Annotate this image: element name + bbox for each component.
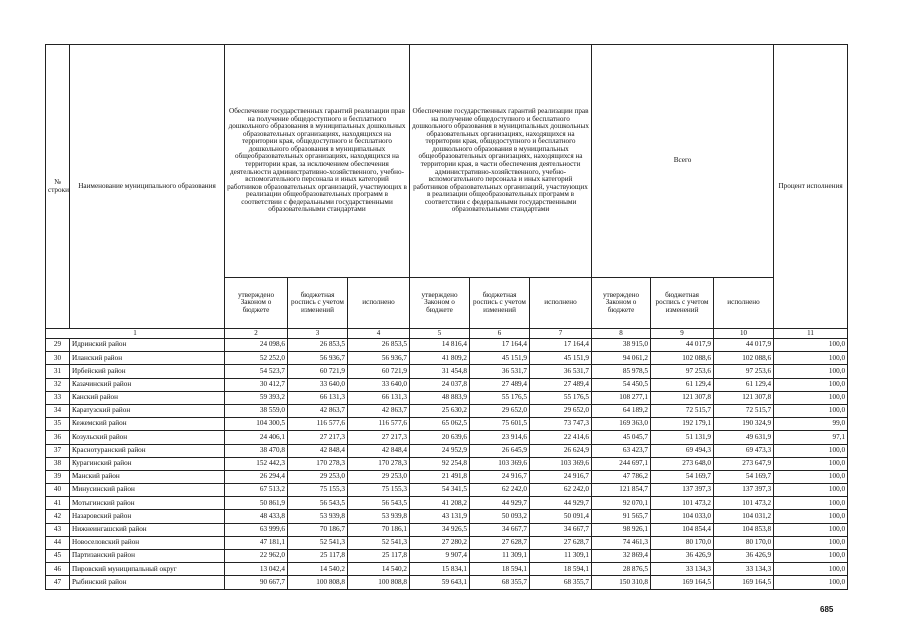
table-row (46, 404, 848, 417)
municipality-name-cell: Казачинский район (70, 378, 225, 391)
approved-value-cell: 48 433,8 (225, 510, 288, 523)
municipality-name-cell: Канский район (70, 391, 225, 404)
total-approved-cell: 64 189,2 (592, 404, 651, 417)
budget-list-value-cell: 33 640,0 (288, 378, 348, 391)
executed-value-cell: 22 414,6 (530, 431, 592, 444)
row-number-cell: 36 (46, 431, 70, 444)
total-executed-cell: 104 031,2 (714, 510, 774, 523)
percent-cell: 100,0 (774, 352, 848, 365)
approved-value-cell: 47 181,1 (225, 536, 288, 549)
header-group-support-staff: Обеспечение государственных гарантий реализации прав на получение общедоступного и бесплатного дошкольного образования в муниципальных дошкольных образовательных организациях, находящихся на территории края, общедоступного и бесплатного дошкольного образования в муниципальных общеобразовательных организациях, находящихся на территории края, в части обеспечения деятельности административно-хозяйственного, учебно-вспомогательного персонала и иных категорий работников образовательных организаций, участвующих в реализации общеобразовательных программ в соответствии с федеральными государственными образовательными стандартами (410, 45, 592, 278)
total-executed-cell: 102 088,6 (714, 352, 774, 365)
total-budget-list-cell: 104 854,4 (651, 523, 714, 536)
approved-value-cell: 34 926,5 (410, 523, 470, 536)
table-row (46, 523, 848, 536)
table-row (46, 418, 848, 431)
table-row (46, 378, 848, 391)
table-row (46, 391, 848, 404)
budget-list-value-cell: 14 540,2 (288, 563, 348, 576)
row-number-cell: 31 (46, 365, 70, 378)
approved-value-cell: 59 393,2 (225, 391, 288, 404)
row-number-cell: 41 (46, 497, 70, 510)
column-number-cell: 2 (225, 329, 288, 339)
row-number-cell: 47 (46, 576, 70, 589)
column-number-cell: 9 (651, 329, 714, 339)
percent-cell: 100,0 (774, 470, 848, 483)
header-budget-list: бюджетная роспись с учетом изменений (288, 278, 348, 329)
table-row (46, 497, 848, 510)
row-number-cell: 38 (46, 457, 70, 470)
total-budget-list-cell: 72 515,7 (651, 404, 714, 417)
executed-value-cell: 60 721,9 (348, 365, 410, 378)
budget-list-value-cell: 56 936,7 (288, 352, 348, 365)
total-budget-list-cell: 51 131,9 (651, 431, 714, 444)
budget-list-value-cell: 27 628,7 (470, 536, 530, 549)
approved-value-cell: 41 208,2 (410, 497, 470, 510)
row-number-cell: 37 (46, 444, 70, 457)
executed-value-cell: 27 217,3 (348, 431, 410, 444)
table-row (46, 563, 848, 576)
approved-value-cell: 25 630,2 (410, 404, 470, 417)
table-row (46, 470, 848, 483)
total-executed-cell: 69 473,3 (714, 444, 774, 457)
approved-value-cell: 52 252,0 (225, 352, 288, 365)
total-budget-list-cell: 273 648,0 (651, 457, 714, 470)
executed-value-cell: 17 164,4 (530, 339, 592, 352)
total-executed-cell: 97 253,6 (714, 365, 774, 378)
budget-list-value-cell: 50 093,2 (470, 510, 530, 523)
total-approved-cell: 92 070,1 (592, 497, 651, 510)
approved-value-cell: 48 883,9 (410, 391, 470, 404)
total-budget-list-cell: 192 179,1 (651, 418, 714, 431)
approved-value-cell: 15 834,1 (410, 563, 470, 576)
total-executed-cell: 33 134,3 (714, 563, 774, 576)
executed-value-cell: 62 242,0 (530, 484, 592, 497)
total-executed-cell: 137 397,3 (714, 484, 774, 497)
row-number-cell: 33 (46, 391, 70, 404)
municipality-name-cell: Козульский район (70, 431, 225, 444)
total-budget-list-cell: 121 307,8 (651, 391, 714, 404)
total-executed-cell: 80 170,0 (714, 536, 774, 549)
table-row (46, 484, 848, 497)
municipality-name-cell: Каратузский район (70, 404, 225, 417)
budget-list-value-cell: 42 848,4 (288, 444, 348, 457)
total-executed-cell: 61 129,4 (714, 378, 774, 391)
approved-value-cell: 27 280,2 (410, 536, 470, 549)
approved-value-cell: 65 062,5 (410, 418, 470, 431)
executed-value-cell: 73 747,3 (530, 418, 592, 431)
municipality-name-cell: Курагинский район (70, 457, 225, 470)
total-executed-cell: 104 853,8 (714, 523, 774, 536)
municipality-name-cell: Назаровский район (70, 510, 225, 523)
percent-cell: 100,0 (774, 404, 848, 417)
municipality-name-cell: Новоселовский район (70, 536, 225, 549)
executed-value-cell: 55 176,5 (530, 391, 592, 404)
total-approved-cell: 244 697,1 (592, 457, 651, 470)
budget-list-value-cell: 24 916,7 (470, 470, 530, 483)
table-body (46, 339, 848, 590)
approved-value-cell: 22 962,0 (225, 550, 288, 563)
executed-value-cell: 34 667,7 (530, 523, 592, 536)
total-executed-cell: 101 473,2 (714, 497, 774, 510)
total-executed-cell: 121 307,8 (714, 391, 774, 404)
approved-value-cell: 41 809,2 (410, 352, 470, 365)
row-number-cell: 39 (46, 470, 70, 483)
executed-value-cell: 36 531,7 (530, 365, 592, 378)
municipality-name-cell: Иланский район (70, 352, 225, 365)
approved-value-cell: 14 816,4 (410, 339, 470, 352)
budget-list-value-cell: 53 939,8 (288, 510, 348, 523)
column-number-cell: 1 (46, 329, 225, 339)
budget-list-value-cell: 62 242,0 (470, 484, 530, 497)
page-number: 685 (820, 605, 834, 614)
approved-value-cell: 50 861,9 (225, 497, 288, 510)
total-executed-cell: 72 515,7 (714, 404, 774, 417)
approved-value-cell: 24 037,8 (410, 378, 470, 391)
column-number-cell: 7 (530, 329, 592, 339)
executed-value-cell: 56 936,7 (348, 352, 410, 365)
row-number-cell: 42 (46, 510, 70, 523)
approved-value-cell: 13 042,4 (225, 563, 288, 576)
percent-cell: 100,0 (774, 365, 848, 378)
executed-value-cell: 68 355,7 (530, 576, 592, 589)
executed-value-cell: 75 155,3 (348, 484, 410, 497)
municipality-name-cell: Нижнеингашский район (70, 523, 225, 536)
header-row-number: № строки (46, 45, 70, 329)
total-budget-list-cell: 137 397,3 (651, 484, 714, 497)
total-executed-cell: 44 017,9 (714, 339, 774, 352)
budget-list-value-cell: 18 594,1 (470, 563, 530, 576)
column-number-cell: 8 (592, 329, 651, 339)
budget-list-value-cell: 70 186,7 (288, 523, 348, 536)
executed-value-cell: 25 117,8 (348, 550, 410, 563)
total-budget-list-cell: 36 426,9 (651, 550, 714, 563)
budget-list-value-cell: 23 914,6 (470, 431, 530, 444)
total-approved-cell: 32 869,4 (592, 550, 651, 563)
executed-value-cell: 33 640,0 (348, 378, 410, 391)
row-number-cell: 43 (46, 523, 70, 536)
row-number-cell: 45 (46, 550, 70, 563)
budget-list-value-cell: 44 929,7 (470, 497, 530, 510)
executed-value-cell: 14 540,2 (348, 563, 410, 576)
budget-list-value-cell: 100 808,8 (288, 576, 348, 589)
approved-value-cell: 9 907,4 (410, 550, 470, 563)
executed-value-cell: 29 253,0 (348, 470, 410, 483)
executed-value-cell: 56 543,5 (348, 497, 410, 510)
column-number-cell: 4 (348, 329, 410, 339)
executed-value-cell: 116 577,6 (348, 418, 410, 431)
total-executed-cell: 169 164,5 (714, 576, 774, 589)
total-budget-list-cell: 61 129,4 (651, 378, 714, 391)
municipality-name-cell: Мотыгинский район (70, 497, 225, 510)
percent-cell: 100,0 (774, 523, 848, 536)
percent-cell: 100,0 (774, 391, 848, 404)
total-approved-cell: 94 061,2 (592, 352, 651, 365)
budget-list-value-cell: 27 489,4 (470, 378, 530, 391)
municipality-name-cell: Пировский муниципальный округ (70, 563, 225, 576)
row-number-cell: 34 (46, 404, 70, 417)
table-row (46, 457, 848, 470)
total-executed-cell: 54 169,7 (714, 470, 774, 483)
budget-list-value-cell: 26 853,5 (288, 339, 348, 352)
total-budget-list-cell: 169 164,5 (651, 576, 714, 589)
executed-value-cell: 26 853,5 (348, 339, 410, 352)
row-number-cell: 40 (46, 484, 70, 497)
table-row (46, 365, 848, 378)
total-approved-cell: 150 310,8 (592, 576, 651, 589)
percent-cell: 100,0 (774, 510, 848, 523)
budget-list-value-cell: 45 151,9 (470, 352, 530, 365)
municipality-name-cell: Партизанский район (70, 550, 225, 563)
municipality-name-cell: Кежемский район (70, 418, 225, 431)
budget-list-value-cell: 55 176,5 (470, 391, 530, 404)
percent-cell: 100,0 (774, 444, 848, 457)
budget-list-value-cell: 60 721,9 (288, 365, 348, 378)
approved-value-cell: 92 254,8 (410, 457, 470, 470)
executed-value-cell: 26 624,9 (530, 444, 592, 457)
executed-value-cell: 100 808,8 (348, 576, 410, 589)
column-number-cell: 11 (774, 329, 848, 339)
percent-cell: 100,0 (774, 484, 848, 497)
budget-list-value-cell: 116 577,6 (288, 418, 348, 431)
approved-value-cell: 54 341,5 (410, 484, 470, 497)
approved-value-cell: 31 454,8 (410, 365, 470, 378)
total-budget-list-cell: 69 494,3 (651, 444, 714, 457)
executed-value-cell: 42 863,7 (348, 404, 410, 417)
table-row (46, 444, 848, 457)
municipality-name-cell: Краснотуранский район (70, 444, 225, 457)
budget-list-value-cell: 34 667,7 (470, 523, 530, 536)
approved-value-cell: 20 639,6 (410, 431, 470, 444)
executed-value-cell: 45 151,9 (530, 352, 592, 365)
total-budget-list-cell: 80 170,0 (651, 536, 714, 549)
table-row (46, 352, 848, 365)
total-executed-cell: 190 324,9 (714, 418, 774, 431)
header-municipality: Наименование муниципального образования (70, 45, 225, 329)
municipality-name-cell: Идринский район (70, 339, 225, 352)
budget-list-value-cell: 25 117,8 (288, 550, 348, 563)
budget-list-value-cell: 52 541,3 (288, 536, 348, 549)
column-number-cell: 3 (288, 329, 348, 339)
executed-value-cell: 29 652,0 (530, 404, 592, 417)
total-approved-cell: 45 045,7 (592, 431, 651, 444)
total-budget-list-cell: 33 134,3 (651, 563, 714, 576)
total-budget-list-cell: 54 169,7 (651, 470, 714, 483)
approved-value-cell: 24 406,1 (225, 431, 288, 444)
total-approved-cell: 108 277,1 (592, 391, 651, 404)
total-approved-cell: 38 915,0 (592, 339, 651, 352)
table-row (46, 339, 848, 352)
header-executed: исполнено (530, 278, 592, 329)
header-group-main-staff: Обеспечение государственных гарантий реализации прав на получение общедоступного и бесплатного дошкольного образования в муниципальных дошкольных образовательных организациях, находящихся на территории края, общедоступного и бесплатного дошкольного образования в муниципальных общеобразовательных организациях, находящихся на территории края, за исключением обеспечения деятельности административно-хозяйственного, учебно-вспомогательного персонала и иных категорий работников образовательных организаций, участвующих в реализации общеобразовательных программ в соответствии с федеральными государственными образовательными стандартами (225, 45, 410, 278)
municipality-name-cell: Минусинский район (70, 484, 225, 497)
approved-value-cell: 26 294,4 (225, 470, 288, 483)
approved-value-cell: 38 559,0 (225, 404, 288, 417)
budget-list-value-cell: 103 369,6 (470, 457, 530, 470)
percent-cell: 99,0 (774, 418, 848, 431)
column-number-row (46, 329, 848, 339)
approved-value-cell: 38 470,8 (225, 444, 288, 457)
budget-list-value-cell: 66 131,3 (288, 391, 348, 404)
budget-list-value-cell: 42 863,7 (288, 404, 348, 417)
executed-value-cell: 53 939,8 (348, 510, 410, 523)
municipality-name-cell: Манский район (70, 470, 225, 483)
total-approved-cell: 98 926,1 (592, 523, 651, 536)
approved-value-cell: 59 643,1 (410, 576, 470, 589)
total-approved-cell: 85 978,5 (592, 365, 651, 378)
header-percent: Процент исполнения (774, 45, 848, 329)
total-approved-cell: 169 363,0 (592, 418, 651, 431)
column-number-cell: 5 (410, 329, 470, 339)
percent-cell: 100,0 (774, 339, 848, 352)
budget-list-value-cell: 17 164,4 (470, 339, 530, 352)
budget-execution-table (45, 44, 848, 590)
approved-value-cell: 21 491,8 (410, 470, 470, 483)
total-approved-cell: 54 450,5 (592, 378, 651, 391)
executed-value-cell: 52 541,3 (348, 536, 410, 549)
table-row (46, 431, 848, 444)
approved-value-cell: 90 667,7 (225, 576, 288, 589)
percent-cell: 100,0 (774, 550, 848, 563)
budget-list-value-cell: 56 543,5 (288, 497, 348, 510)
column-number-cell: 10 (714, 329, 774, 339)
row-number-cell: 32 (46, 378, 70, 391)
row-number-cell: 44 (46, 536, 70, 549)
header-budget-list: бюджетная роспись с учетом изменений (470, 278, 530, 329)
row-number-cell: 35 (46, 418, 70, 431)
percent-cell: 100,0 (774, 497, 848, 510)
approved-value-cell: 24 952,9 (410, 444, 470, 457)
budget-list-value-cell: 170 278,3 (288, 457, 348, 470)
executed-value-cell: 42 848,4 (348, 444, 410, 457)
executed-value-cell: 170 278,3 (348, 457, 410, 470)
row-number-cell: 30 (46, 352, 70, 365)
approved-value-cell: 152 442,3 (225, 457, 288, 470)
municipality-name-cell: Ирбейский район (70, 365, 225, 378)
percent-cell: 97,1 (774, 431, 848, 444)
percent-cell: 100,0 (774, 536, 848, 549)
approved-value-cell: 104 300,5 (225, 418, 288, 431)
total-approved-cell: 74 461,3 (592, 536, 651, 549)
municipality-name-cell: Рыбинский район (70, 576, 225, 589)
table-row (46, 536, 848, 549)
executed-value-cell: 11 309,1 (530, 550, 592, 563)
total-approved-cell: 47 786,2 (592, 470, 651, 483)
budget-list-value-cell: 36 531,7 (470, 365, 530, 378)
header-group-total: Всего (592, 45, 774, 278)
budget-list-value-cell: 29 652,0 (470, 404, 530, 417)
table-row (46, 510, 848, 523)
budget-list-value-cell: 29 253,0 (288, 470, 348, 483)
header-approved: утверждено Законом о бюджете (410, 278, 470, 329)
row-number-cell: 46 (46, 563, 70, 576)
executed-value-cell: 27 628,7 (530, 536, 592, 549)
total-budget-list-cell: 104 033,0 (651, 510, 714, 523)
budget-list-value-cell: 68 355,7 (470, 576, 530, 589)
percent-cell: 100,0 (774, 563, 848, 576)
executed-value-cell: 103 369,6 (530, 457, 592, 470)
executed-value-cell: 44 929,7 (530, 497, 592, 510)
column-number-cell: 6 (470, 329, 530, 339)
total-executed-cell: 49 631,9 (714, 431, 774, 444)
total-approved-cell: 91 565,7 (592, 510, 651, 523)
executed-value-cell: 70 186,1 (348, 523, 410, 536)
header-approved: утверждено Законом о бюджете (592, 278, 651, 329)
total-budget-list-cell: 102 088,6 (651, 352, 714, 365)
budget-list-value-cell: 11 309,1 (470, 550, 530, 563)
header-executed: исполнено (714, 278, 774, 329)
approved-value-cell: 24 098,6 (225, 339, 288, 352)
total-executed-cell: 273 647,9 (714, 457, 774, 470)
total-budget-list-cell: 97 253,6 (651, 365, 714, 378)
total-approved-cell: 63 423,7 (592, 444, 651, 457)
total-budget-list-cell: 44 017,9 (651, 339, 714, 352)
total-executed-cell: 36 426,9 (714, 550, 774, 563)
approved-value-cell: 54 523,7 (225, 365, 288, 378)
header-approved: утверждено Законом о бюджете (225, 278, 288, 329)
total-budget-list-cell: 101 473,2 (651, 497, 714, 510)
total-approved-cell: 28 876,5 (592, 563, 651, 576)
executed-value-cell: 27 489,4 (530, 378, 592, 391)
header-budget-list: бюджетная роспись с учетом изменений (651, 278, 714, 329)
table-row (46, 550, 848, 563)
header-executed: исполнено (348, 278, 410, 329)
approved-value-cell: 43 131,9 (410, 510, 470, 523)
budget-list-value-cell: 75 601,5 (470, 418, 530, 431)
executed-value-cell: 18 594,1 (530, 563, 592, 576)
executed-value-cell: 50 091,4 (530, 510, 592, 523)
total-approved-cell: 121 854,7 (592, 484, 651, 497)
approved-value-cell: 30 412,7 (225, 378, 288, 391)
budget-list-value-cell: 27 217,3 (288, 431, 348, 444)
row-number-cell: 29 (46, 339, 70, 352)
budget-list-value-cell: 75 155,3 (288, 484, 348, 497)
percent-cell: 100,0 (774, 576, 848, 589)
approved-value-cell: 63 999,6 (225, 523, 288, 536)
executed-value-cell: 66 131,3 (348, 391, 410, 404)
percent-cell: 100,0 (774, 457, 848, 470)
percent-cell: 100,0 (774, 378, 848, 391)
table-row (46, 576, 848, 589)
budget-list-value-cell: 26 645,9 (470, 444, 530, 457)
approved-value-cell: 67 513,2 (225, 484, 288, 497)
executed-value-cell: 24 916,7 (530, 470, 592, 483)
